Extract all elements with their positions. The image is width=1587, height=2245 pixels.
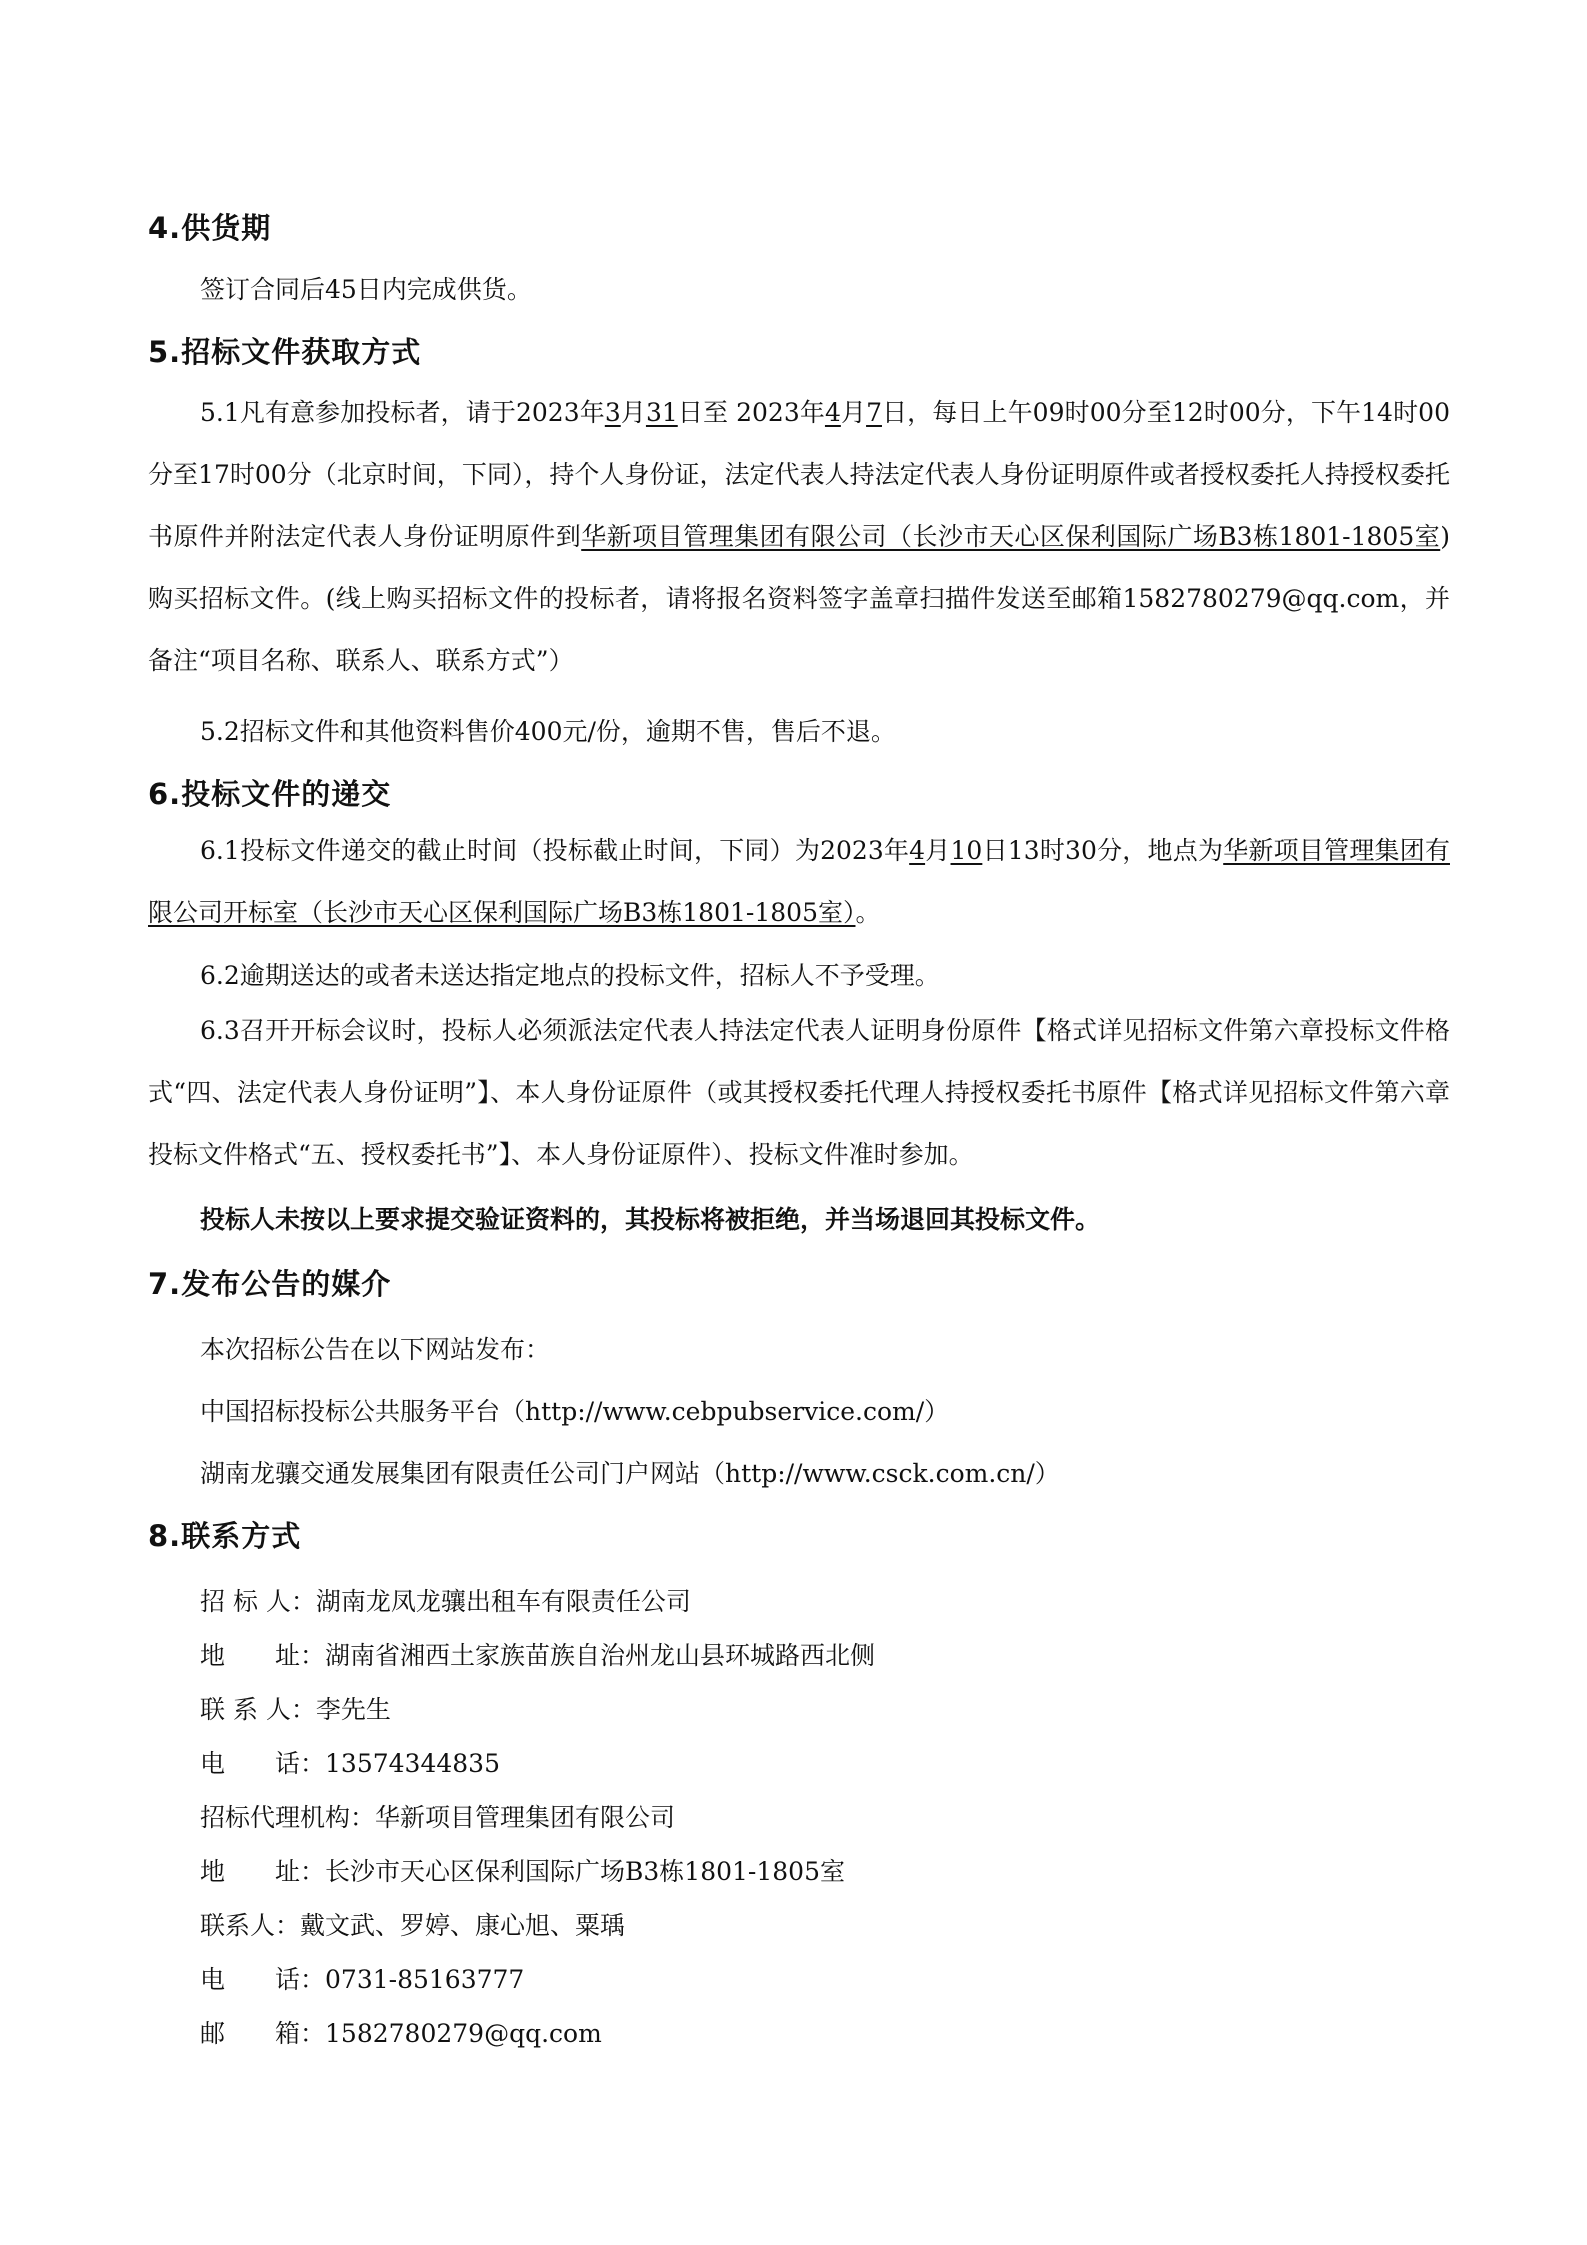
section-7-heading: 7.发布公告的媒介 xyxy=(148,1267,392,1301)
month-underlined: 4 xyxy=(824,398,841,427)
contact-row: 联 系 人：李先生 xyxy=(200,1695,391,1724)
contact-row: 电 话：13574344835 xyxy=(200,1749,500,1778)
contact-row: 邮 箱：1582780279@qq.com xyxy=(200,2019,602,2048)
day-underlined: 31 xyxy=(645,398,678,427)
section-6-3-paragraph: 6.3召开开标会议时，投标人必须派法定代表人持法定代表人证明身份原件【格式详见招标文件第六章投标文件格式“四、法定代表人身份证明”】、本人身份证原件（或其授权委托代理人持授权委托书原件【格式详见招标文件第六章投标文件格式“五、授权委托书”】、本人身份证原件）、投标文件准时参加。 xyxy=(148,1016,1450,1169)
day-underlined: 10 xyxy=(950,836,983,865)
section-7-site-2: 湖南龙骧交通发展集团有限责任公司门户网站（http://www.csck.com.cn/） xyxy=(200,1459,1060,1488)
section-6-2-text: 6.2逾期送达的或者未送达指定地点的投标文件，招标人不予受理。 xyxy=(200,961,940,990)
contact-row: 地 址：长沙市天心区保利国际广场B3栋1801-1805室 xyxy=(200,1857,845,1886)
section-6-1-paragraph: 6.1投标文件递交的截止时间（投标截止时间，下同）为2023年4月10日13时30分，地点为华新项目管理集团有限公司开标室（长沙市天心区保利国际广场B3栋1801-1805室）。 xyxy=(148,836,1450,927)
section-6-heading: 6.投标文件的递交 xyxy=(148,777,392,811)
month-underlined: 3 xyxy=(604,398,621,427)
section-7-site-1: 中国招标投标公共服务平台（http://www.cebpubservice.com/） xyxy=(200,1397,950,1426)
section-6-bold-note: 投标人未按以上要求提交验证资料的，其投标将被拒绝，并当场退回其投标文件。 xyxy=(200,1205,1101,1234)
section-7-intro: 本次招标公告在以下网站发布： xyxy=(200,1335,551,1364)
purchase-place-underlined: 华新项目管理集团有限公司（长沙市天心区保利国际广场B3栋1801-1805室 xyxy=(581,522,1441,551)
month-underlined: 4 xyxy=(909,836,926,865)
contact-row: 地 址：湖南省湘西土家族苗族自治州龙山县环城路西北侧 xyxy=(200,1641,876,1670)
section-4-heading: 4.供货期 xyxy=(148,211,272,245)
section-5-1-paragraph: 5.1凡有意参加投标者，请于2023年3月31日至 2023年4月7日，每日上午09时00分至12时00分，下午14时00分至17时00分（北京时间，下同），持个人身份证，法定代表人持法定代表人身份证明原件或者授权委托人持授权委托书原件并附法定代表人身份证明原件到华新项目管理集团有限公司（长沙市天心区保利国际广场B3栋1801-1805室)购买招标文件。(线上购买招标文件的投标者，请将报名资料签字盖章扫描件发送至邮箱1582780279@qq.com，并备注“项目名称、联系人、联系方式”） xyxy=(148,398,1450,675)
bid-place-underlined: 华新项目管理集团有限公司开标室（长沙市天心区保利国际广场B3栋1801-1805室） xyxy=(148,836,1450,927)
section-8-heading: 8.联系方式 xyxy=(148,1519,302,1553)
section-4-text: 签订合同后45日内完成供货。 xyxy=(200,275,532,304)
contact-row: 招 标 人：湖南龙凤龙骧出租车有限责任公司 xyxy=(200,1587,691,1616)
section-5-heading: 5.招标文件获取方式 xyxy=(148,335,422,369)
contact-row: 招标代理机构：华新项目管理集团有限公司 xyxy=(200,1803,676,1832)
contact-row: 电 话：0731-85163777 xyxy=(200,1965,525,1994)
day-underlined: 7 xyxy=(866,398,882,427)
section-5-2-text: 5.2招标文件和其他资料售价400元/份，逾期不售，售后不退。 xyxy=(200,717,896,746)
contact-row: 联系人：戴文武、罗婷、康心旭、粟瑀 xyxy=(200,1911,626,1940)
